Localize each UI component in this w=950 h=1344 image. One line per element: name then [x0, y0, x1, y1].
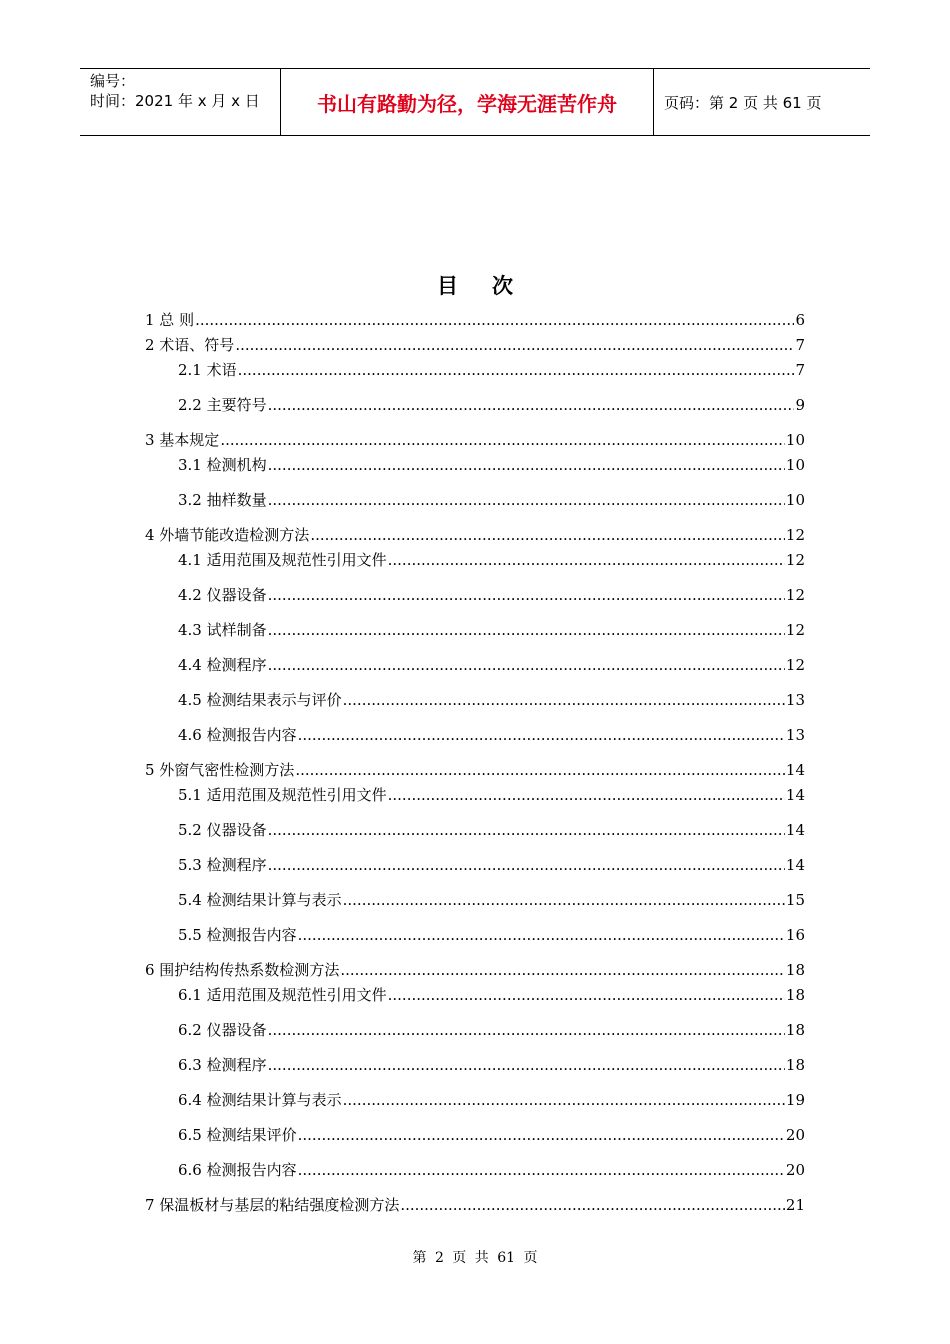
toc-entry-page: 9 [795, 396, 805, 414]
toc-entry-label: 4 外墙节能改造检测方法 [145, 526, 310, 544]
page-header [80, 68, 870, 136]
toc-entry[interactable] [145, 430, 805, 450]
toc-entry-page: 6 [795, 311, 805, 329]
toc-entry[interactable] [178, 785, 805, 805]
header-meta [80, 69, 281, 135]
toc-entry-label: 1 总 则 [145, 311, 195, 329]
toc-entry-page: 12 [785, 621, 805, 639]
toc-entry[interactable] [178, 585, 805, 605]
toc-entry[interactable] [178, 985, 805, 1005]
toc-leader-dots [238, 360, 795, 380]
toc-entry-page: 14 [785, 786, 805, 804]
toc-leader-dots [340, 960, 785, 980]
toc-entry-page: 14 [785, 821, 805, 839]
toc-title: 目次 [437, 274, 547, 298]
toc-entry-label: 7 保温板材与基层的粘结强度检测方法 [145, 1196, 400, 1214]
toc-entry-label: 5.5 检测报告内容 [178, 926, 297, 944]
toc-entry-label: 6.4 检测结果计算与表示 [178, 1091, 342, 1109]
toc-entry-label: 4.2 仪器设备 [178, 586, 267, 604]
toc-entry[interactable] [145, 525, 805, 545]
toc-entry-label: 6.5 检测结果评价 [178, 1126, 297, 1144]
toc-entry-label: 6.3 检测程序 [178, 1056, 267, 1074]
toc-entry-page: 10 [785, 491, 805, 509]
toc-leader-dots [268, 585, 785, 605]
toc-entry-page: 12 [785, 526, 805, 544]
toc-entry[interactable] [178, 620, 805, 640]
toc-entry-label: 5.3 检测程序 [178, 856, 267, 874]
toc-leader-dots [310, 525, 785, 545]
toc-leader-dots [388, 985, 785, 1005]
toc-entry-label: 6.6 检测报告内容 [178, 1161, 297, 1179]
toc-leader-dots [298, 725, 785, 745]
header-page-info: 页码：第 2 页 共 61 页 [664, 93, 822, 112]
toc-entry[interactable] [178, 655, 805, 675]
toc-leader-dots [268, 1055, 785, 1075]
toc-leader-dots [268, 820, 785, 840]
page-footer: 第 2 页 共 61 页 [412, 1250, 538, 1266]
toc-leader-dots [343, 1090, 785, 1110]
toc-entry-page: 18 [785, 961, 805, 979]
toc-entry-label: 6.1 适用范围及规范性引用文件 [178, 986, 387, 1004]
toc-entry[interactable] [178, 550, 805, 570]
toc-entry[interactable] [145, 335, 805, 355]
toc-leader-dots [298, 1125, 785, 1145]
toc-entry-label: 5.2 仪器设备 [178, 821, 267, 839]
toc-entry-page: 18 [785, 1056, 805, 1074]
toc-entry-label: 4.3 试样制备 [178, 621, 267, 639]
toc-entry-label: 2 术语、符号 [145, 336, 235, 354]
toc-leader-dots [388, 785, 785, 805]
toc-entry-page: 16 [785, 926, 805, 944]
toc-leader-dots [220, 430, 785, 450]
toc-leader-dots [295, 760, 785, 780]
toc-leader-dots [298, 925, 785, 945]
toc-entry-label: 5.1 适用范围及规范性引用文件 [178, 786, 387, 804]
toc-entry[interactable] [178, 360, 805, 380]
toc-entry-page: 10 [785, 456, 805, 474]
toc-entry-page: 12 [785, 586, 805, 604]
toc-entry[interactable] [178, 855, 805, 875]
toc-entry-page: 18 [785, 1021, 805, 1039]
toc-entry[interactable] [178, 820, 805, 840]
toc-leader-dots [195, 310, 794, 330]
toc-entry-page: 7 [795, 361, 805, 379]
toc-entry[interactable] [178, 925, 805, 945]
toc-leader-dots [268, 490, 785, 510]
toc-entry-page: 14 [785, 856, 805, 874]
document-number-label: 编号： [90, 72, 136, 90]
document-time: 时间：2021 年 x 月 x 日 [90, 92, 260, 110]
toc-entry-page: 18 [785, 986, 805, 1004]
toc-entry-label: 4.1 适用范围及规范性引用文件 [178, 551, 387, 569]
toc-entry-page: 13 [785, 726, 805, 744]
toc-entry-page: 13 [785, 691, 805, 709]
toc-leader-dots [268, 855, 785, 875]
toc-entry[interactable] [178, 890, 805, 910]
toc-entry[interactable] [178, 1020, 805, 1040]
toc-entry[interactable] [178, 725, 805, 745]
toc-leader-dots [343, 690, 785, 710]
toc-entry[interactable] [145, 960, 805, 980]
toc-entry[interactable] [178, 395, 805, 415]
toc-entry-label: 4.5 检测结果表示与评价 [178, 691, 342, 709]
toc-leader-dots [268, 455, 785, 475]
toc-entry-page: 7 [795, 336, 805, 354]
toc-leader-dots [343, 890, 785, 910]
toc-leader-dots [268, 395, 795, 415]
toc-entry[interactable] [178, 455, 805, 475]
toc-entry-label: 6 围护结构传热系数检测方法 [145, 961, 340, 979]
toc-entry[interactable] [178, 490, 805, 510]
toc-entry-label: 3.2 抽样数量 [178, 491, 267, 509]
toc-entry-page: 20 [785, 1161, 805, 1179]
toc-entry-page: 10 [785, 431, 805, 449]
toc-leader-dots [268, 655, 785, 675]
toc-entry[interactable] [145, 760, 805, 780]
toc-entry-label: 4.6 检测报告内容 [178, 726, 297, 744]
toc-entry-page: 19 [785, 1091, 805, 1109]
toc-entry[interactable] [145, 1195, 805, 1215]
toc-entry[interactable] [145, 310, 805, 330]
toc-entry-page: 21 [785, 1196, 805, 1214]
toc-entry-label: 6.2 仪器设备 [178, 1021, 267, 1039]
toc-leader-dots [298, 1160, 785, 1180]
toc-leader-dots [235, 335, 794, 355]
toc-leader-dots [268, 620, 785, 640]
toc-entry-page: 15 [785, 891, 805, 909]
toc-entry-page: 14 [785, 761, 805, 779]
toc-entry-label: 2.1 术语 [178, 361, 237, 379]
toc-entry-page: 12 [785, 656, 805, 674]
toc-entry[interactable] [178, 1160, 805, 1180]
toc-leader-dots [388, 550, 785, 570]
toc-entry-label: 2.2 主要符号 [178, 396, 267, 414]
toc-entry-label: 3.1 检测机构 [178, 456, 267, 474]
toc-entry-label: 3 基本规定 [145, 431, 220, 449]
toc-entry[interactable] [178, 1090, 805, 1110]
toc-entry-page: 20 [785, 1126, 805, 1144]
toc-entry-label: 4.4 检测程序 [178, 656, 267, 674]
toc-entry-label: 5.4 检测结果计算与表示 [178, 891, 342, 909]
toc-entry[interactable] [178, 1125, 805, 1145]
header-motto: 书山有路勤为径，学海无涯苦作舟 [281, 69, 654, 135]
toc-entry[interactable] [178, 1055, 805, 1075]
toc-leader-dots [400, 1195, 785, 1215]
toc-entry[interactable] [178, 690, 805, 710]
toc-entry-page: 12 [785, 551, 805, 569]
toc-leader-dots [268, 1020, 785, 1040]
toc-entry-label: 5 外窗气密性检测方法 [145, 761, 295, 779]
